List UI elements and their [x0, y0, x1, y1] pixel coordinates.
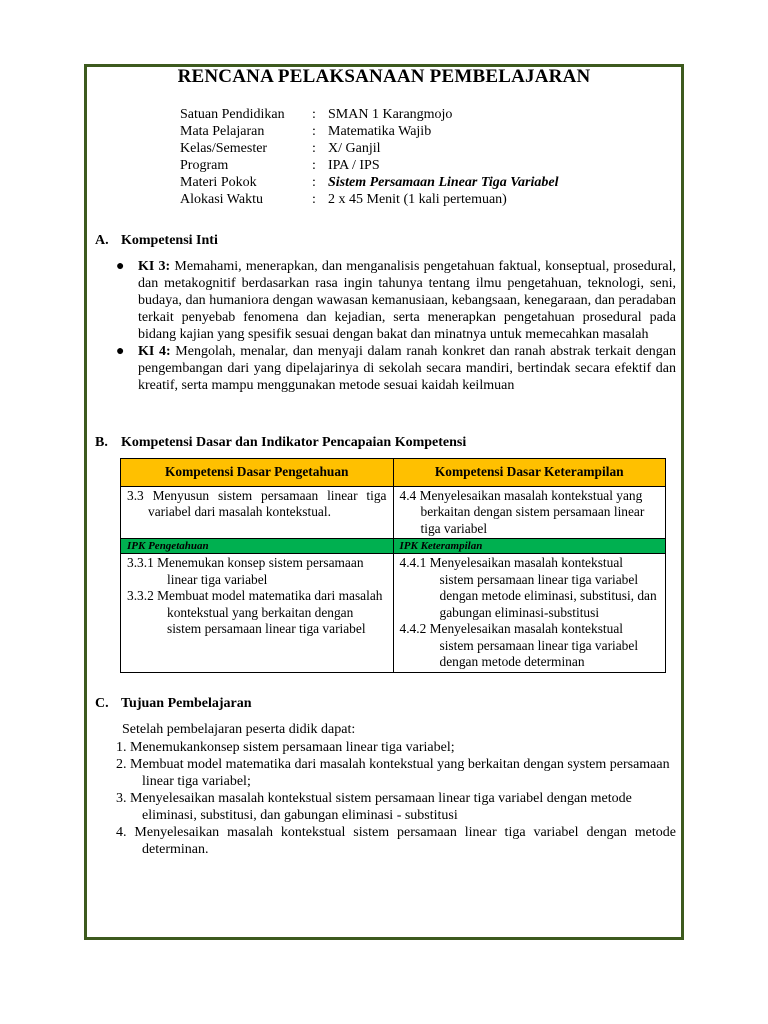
meta-colon: :	[312, 124, 316, 139]
kd-table	[120, 458, 666, 673]
meta-value: 2 x 45 Menit (1 kali pertemuan)	[328, 192, 507, 207]
ipk-pengetahuan-label: IPK Pengetahuan	[121, 539, 394, 554]
section-c-heading	[95, 696, 252, 712]
section-title: Kompetensi Inti	[121, 233, 218, 248]
ki-text: Mengolah, menalar, dan menyaji dalam ranah konkret dan ranah abstrak terkait dengan pengembangan dari yang dipelajarinya di sekolah secara mandiri, bertindak secara efektif dan kreatif, serta mampu menggunakan metode sesuai kaidah keilmuan	[138, 344, 676, 393]
identity-block	[180, 106, 559, 208]
ki-item	[116, 343, 676, 394]
meta-key: Kelas/Semester	[180, 141, 268, 156]
ipk-keterampilan-cell	[393, 554, 666, 673]
table-row	[121, 554, 666, 673]
bullet-icon: ●	[116, 344, 125, 359]
meta-key: Satuan Pendidikan	[180, 107, 285, 122]
header-kd-keterampilan: Kompetensi Dasar Keterampilan	[393, 459, 666, 487]
table-row	[121, 459, 666, 487]
list-item: 1. Menemukankonsep sistem persamaan linear tiga variabel;	[116, 740, 455, 755]
ki-list	[116, 258, 676, 394]
section-a-heading	[95, 233, 218, 249]
ki-label: KI 3:	[138, 259, 171, 274]
list-item: 2. Membuat model matematika dari masalah kontekstual yang berkaitan dengan system persamaan linear tiga variabel;	[116, 757, 670, 789]
list-item: 3. Menyelesaikan masalah kontekstual sistem persamaan linear tiga variabel dengan metode eliminasi, substitusi, dan gabungan eliminasi - substitusi	[116, 791, 632, 823]
meta-row	[180, 191, 559, 208]
table-row	[121, 486, 666, 539]
table-row	[121, 539, 666, 554]
section-title: Tujuan Pembelajaran	[121, 696, 252, 711]
meta-key: Program	[180, 158, 229, 173]
meta-colon: :	[312, 141, 316, 156]
bullet-icon: ●	[116, 259, 125, 274]
meta-value: Matematika Wajib	[328, 124, 432, 139]
meta-value: X/ Ganjil	[328, 141, 381, 156]
kd-text: 4.4 Menyelesaikan masalah kontekstual yang berkaitan dengan sistem persamaan linear tiga variabel	[399, 487, 645, 536]
meta-colon: :	[312, 175, 316, 190]
meta-key: Alokasi Waktu	[180, 192, 263, 207]
meta-row	[180, 140, 559, 157]
kd-keterampilan-cell	[393, 486, 666, 539]
meta-row	[180, 174, 559, 191]
section-title: Kompetensi Dasar dan Indikator Pencapaian Kompetensi	[121, 435, 467, 450]
meta-colon: :	[312, 192, 316, 207]
meta-value: SMAN 1 Karangmojo	[328, 107, 453, 122]
meta-value: IPA / IPS	[328, 158, 380, 173]
list-item: 4. Menyelesaikan masalah kontekstual sistem persamaan linear tiga variabel dengan metode determinan.	[116, 825, 676, 857]
section-label: C.	[95, 696, 109, 711]
section-label: B.	[95, 435, 108, 450]
ipk-item: 3.3.1 Menemukan konsep sistem persamaan linear tiga variabel	[127, 555, 364, 587]
header-kd-pengetahuan: Kompetensi Dasar Pengetahuan	[121, 459, 394, 487]
section-b-heading	[95, 435, 466, 451]
ipk-item: 3.3.2 Membuat model matematika dari masalah kontekstual yang berkaitan dengan sistem persamaan linear tiga variabel	[127, 588, 383, 636]
tujuan-list	[116, 739, 676, 858]
ki-label: KI 4:	[138, 344, 171, 359]
kd-pengetahuan-cell	[121, 486, 394, 539]
meta-row	[180, 106, 559, 123]
ki-item	[116, 258, 676, 343]
meta-key: Materi Pokok	[180, 175, 257, 190]
section-label: A.	[95, 233, 109, 248]
meta-colon: :	[312, 107, 316, 122]
ki-text: Memahami, menerapkan, dan menganalisis pengetahuan faktual, konseptual, prosedural, dan metakognitif berdasarkan rasa ingin tahunya tentang ilmu pengetahuan, teknologi, seni, budaya, dan humaniora dengan wawasan kemanusiaan, kebangsaan, kenegaraan, dan peradaban terkait penyebab fenomena dan kejadian, serta menerapkan pengetahuan prosedural pada bidang kajian yang spesifik sesuai dengan bakat dan minatnya untuk memecahkan masalah	[138, 259, 676, 342]
kd-text: 3.3 Menyusun sistem persamaan linear tiga variabel dari masalah kontekstual.	[127, 487, 387, 519]
meta-key: Mata Pelajaran	[180, 124, 265, 139]
document-title: RENCANA PELAKSANAAN PEMBELAJARAN	[177, 66, 591, 87]
tujuan-intro: Setelah pembelajaran peserta didik dapat:	[122, 722, 356, 737]
meta-row	[180, 123, 559, 140]
ipk-keterampilan-label: IPK Keterampilan	[393, 539, 666, 554]
ipk-pengetahuan-cell	[121, 554, 394, 673]
meta-value: Sistem Persamaan Linear Tiga Variabel	[328, 175, 559, 190]
ipk-item: 4.4.2 Menyelesaikan masalah kontekstual sistem persamaan linear tiga variabel dengan metode determinan	[399, 621, 639, 669]
ipk-item: 4.4.1 Menyelesaikan masalah kontekstual sistem persamaan linear tiga variabel dengan metode eliminasi, substitusi, dan gabungan eliminasi-substitusi	[399, 555, 657, 620]
meta-colon: :	[312, 158, 316, 173]
meta-row	[180, 157, 559, 174]
